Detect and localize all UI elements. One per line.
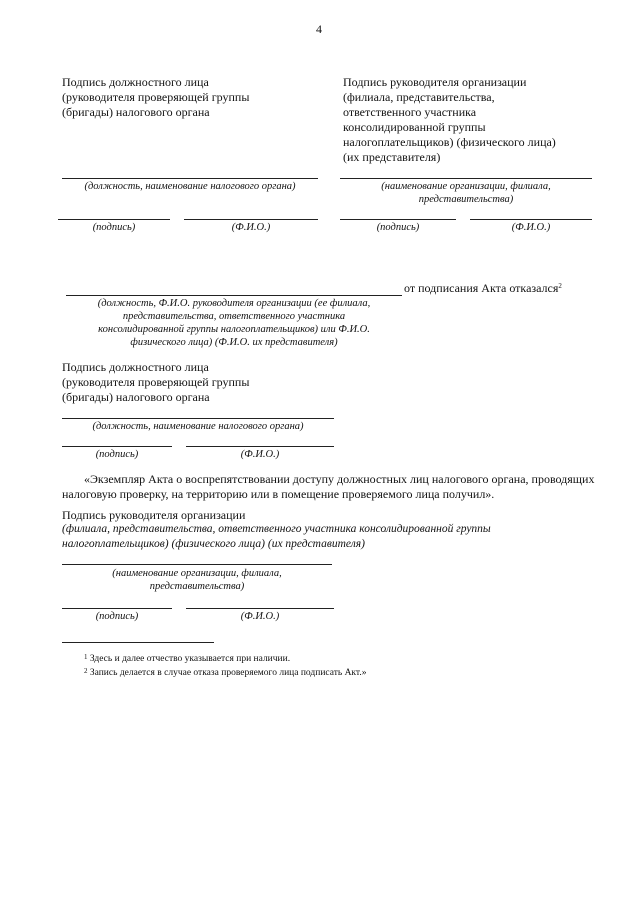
title-line: Подпись руководителя организации bbox=[343, 75, 527, 89]
inspector-signature-title bbox=[62, 75, 249, 120]
title-line: Подпись должностного лица bbox=[62, 360, 209, 374]
name-line bbox=[186, 446, 334, 447]
page-number: 4 bbox=[316, 22, 322, 36]
receipt-line: «Экземпляр Акта о воспрепятствовании доступу должностных лиц налогового органа, проводящих bbox=[84, 472, 595, 486]
name-caption: (Ф.И.О.) bbox=[240, 449, 280, 460]
caption-line: представительства) bbox=[149, 581, 245, 592]
title-line: (их представителя) bbox=[343, 150, 441, 164]
signature-line bbox=[340, 219, 456, 220]
footnote-text: Здесь и далее отчество указывается при наличии. bbox=[89, 654, 291, 664]
signature-line bbox=[62, 446, 172, 447]
position-caption: (должность, наименование налогового органа) bbox=[84, 181, 296, 192]
org-signature-title bbox=[343, 75, 556, 165]
footnotes bbox=[84, 652, 366, 680]
receipt-line: налоговую проверку, на территорию или в помещение проверяемого лица получил». bbox=[62, 487, 495, 501]
footnote-separator bbox=[62, 642, 214, 643]
org-signature-subtitle bbox=[62, 522, 491, 552]
title-line: ответственного участника bbox=[343, 105, 477, 119]
title-line: (филиала, представительства, bbox=[343, 90, 495, 104]
signature-caption: (подпись) bbox=[95, 611, 139, 622]
footnote-1 bbox=[84, 652, 366, 666]
refusal-label: от подписания Акта отказался bbox=[404, 281, 559, 295]
name-caption: (Ф.И.О.) bbox=[240, 611, 280, 622]
title-line: (бригады) налогового органа bbox=[62, 390, 210, 404]
position-caption: (должность, наименование налогового органа) bbox=[92, 421, 304, 432]
signature-caption: (подпись) bbox=[376, 222, 420, 233]
caption-line: (должность, Ф.И.О. руководителя организации (ее филиала, bbox=[97, 298, 371, 309]
subtitle-line: (филиала, представительства, ответственного участника консолидированной группы bbox=[62, 523, 491, 535]
title-line: консолидированной группы bbox=[343, 120, 486, 134]
org-name-line bbox=[340, 178, 592, 179]
signature-line bbox=[62, 608, 172, 609]
title-line: Подпись должностного лица bbox=[62, 75, 209, 89]
name-caption: (Ф.И.О.) bbox=[511, 222, 551, 233]
signature-line bbox=[58, 219, 170, 220]
name-line bbox=[184, 219, 318, 220]
org-name-caption bbox=[340, 180, 592, 206]
title-line: (руководителя проверяющей группы bbox=[62, 90, 250, 104]
footnote-mark: 2 bbox=[84, 667, 88, 675]
org-name-caption bbox=[62, 567, 332, 593]
signature-caption: (подпись) bbox=[95, 449, 139, 460]
refusal-name-line bbox=[66, 295, 402, 296]
subtitle-line: налогоплательщиков) (физического лица) (их представителя) bbox=[62, 538, 365, 550]
footnote-text: Запись делается в случае отказа проверяемого лица подписать Акт.» bbox=[89, 668, 367, 678]
refusal-caption bbox=[66, 297, 402, 349]
position-line bbox=[62, 178, 318, 179]
footnote-2 bbox=[84, 666, 366, 680]
footnote-mark: 1 bbox=[84, 653, 88, 661]
title-line: (бригады) налогового органа bbox=[62, 105, 210, 119]
name-line bbox=[186, 608, 334, 609]
signature-caption: (подпись) bbox=[92, 222, 136, 233]
caption-line: физического лица) (Ф.И.О. их представителя) bbox=[130, 337, 338, 348]
receipt-paragraph bbox=[62, 472, 597, 502]
refusal-text bbox=[404, 281, 562, 296]
caption-line: представительства, ответственного участника bbox=[122, 311, 346, 322]
name-caption: (Ф.И.О.) bbox=[231, 222, 271, 233]
org-signature-title-2: Подпись руководителя организации bbox=[62, 508, 246, 522]
caption-line: (наименование организации, филиала, bbox=[381, 181, 551, 192]
title-line: налогоплательщиков) (физического лица) bbox=[343, 135, 556, 149]
title-line: (руководителя проверяющей группы bbox=[62, 375, 250, 389]
footnote-mark: 2 bbox=[558, 282, 562, 290]
inspector-signature-title-2 bbox=[62, 360, 249, 405]
caption-line: представительства) bbox=[418, 194, 514, 205]
caption-line: консолидированной группы налогоплательщиков) или Ф.И.О. bbox=[98, 324, 370, 335]
name-line bbox=[470, 219, 592, 220]
position-line bbox=[62, 418, 334, 419]
org-name-line bbox=[62, 564, 332, 565]
caption-line: (наименование организации, филиала, bbox=[112, 568, 282, 579]
